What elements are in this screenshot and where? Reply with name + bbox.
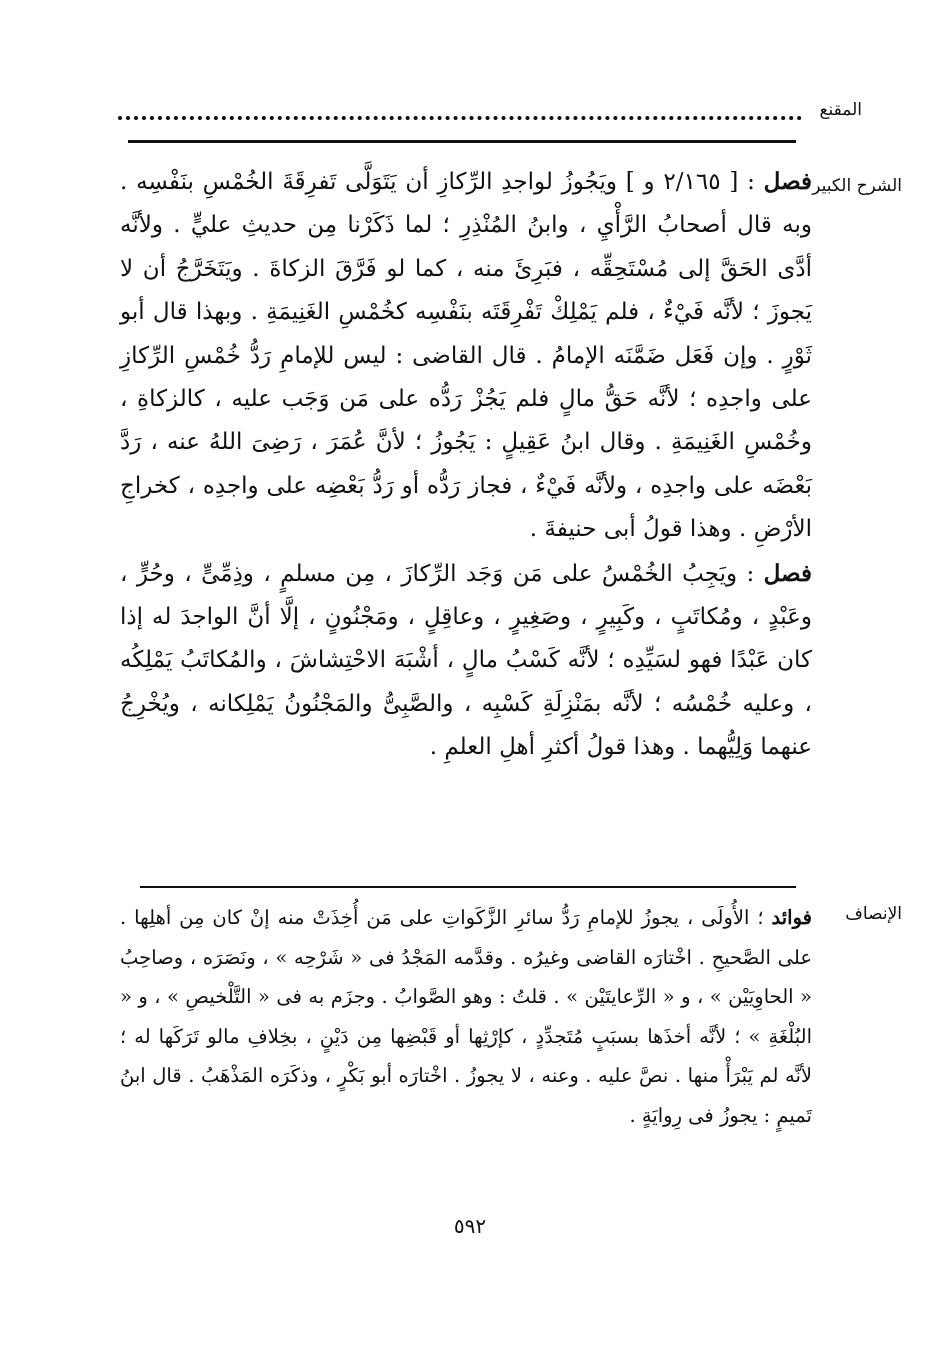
page-number: ٥٩٢ xyxy=(453,1214,487,1238)
insaf-paragraph xyxy=(120,898,812,1135)
paragraph-text: : ويَجِبُ الخُمْسُ على مَن وَجَد الرِّكازَ ، مِن مسلمٍ ، وذِمِّىٍّ ، وحُرٍّ ، وعَبْدٍ ، ومُكاتَبٍ ، وكَبِيرٍ ، وصَغِيرٍ ، وعاقِلٍ ، ومَجْنُونٍ ، إلَّا أنَّ الواجدَ له إذا كان عَبْدًا فهو لسَيِّدِه ؛ لأنَّه كَسْبُ مالٍ ، أشْبَهَ الاحْتِشاشَ ، والمُكاتَبُ يَمْلِكُه ، وعليه خُمْسُه ؛ لأنَّه بمَنْزِلَةِ كَسْبِه ، والصَّبِىُّ والمَجْنُونُ يَمْلِكانه ، ويُخْرِجُ عنهما وَلِيُّهما . وهذا قولُ أكثرِ أهلِ العلمِ . xyxy=(120,560,812,761)
sharh-side-label: الشرح الكبير xyxy=(812,176,902,196)
folio-reference: : [ ٢/١٦٥ و ] xyxy=(625,169,755,195)
fasl-heading: فصل xyxy=(763,168,813,195)
sharh-paragraph-2 xyxy=(120,552,812,770)
sharh-text-block xyxy=(120,160,812,770)
fawaid-heading: فوائد xyxy=(771,906,812,929)
top-rule xyxy=(128,140,796,143)
insaf-side-label: الإنصاف xyxy=(845,904,902,924)
paragraph-text: ويَجُوزُ لواجدِ الرِّكازِ أن يَتَوَلَّى تَفرِقَةَ الخُمْسِ بنَفْسِه . وبه قال أصحابُ الرَّأْيِ ، وابنُ المُنْذِرِ ؛ لما ذَكَرْنا مِن حديثِ عليٍّ . ولأنَّه أدَّى الحَقَّ إلى مُسْتَحِقِّه ، فبَرِئَ منه ، كما لو فَرَّقَ الزكاةَ . ويَتَخَرَّجُ أن لا يَجوزَ ؛ لأنَّه فَيْءٌ ، فلم يَمْلِكْ تَفْرِقَتَه بنَفْسِه كخُمْسِ الغَنِيمَةِ . وبهذا قال أبو ثَوْرٍ . وإن فَعَل ضَمَّنَه الإمامُ . قال القاضى : ليس للإمامِ رَدُّ خُمْسِ الرِّكازِ على واجدِه ؛ لأنَّه حَقُّ مالٍ فلم يَجُزْ رَدُّه على مَن وَجَب عليه ، كالزكاةِ ، وخُمْسِ الغَنِيمَةِ . وقال ابنُ عَقِيلٍ : يَجُوزُ ؛ لأنَّ عُمَرَ ، رَضِىَ اللهُ عنه ، رَدَّ بَعْضَه على واجدِه ، ولأنَّه فَيْءٌ ، فجاز رَدُّه أو رَدُّ بَعْضِه على واجدِه ، كخراجِ الأرْضِ . وهذا قولُ أبى حنيفةَ . xyxy=(120,169,812,543)
insaf-text-block xyxy=(120,898,812,1135)
dotted-separator xyxy=(118,110,802,120)
paragraph-text: ؛ الأُولَى ، يجوزُ للإمامِ رَدُّ سائرِ الزَّكَواتِ على مَن أُخِذَتْ منه إنْ كان مِن أهلِها . على الصَّحيحِ . اخْتارَه القاضى وغيرُه . وقدَّمه المَجْدُ فى « شَرْحِه » ، ونَصَرَه ، وصاحِبُ « الحاوِيَيْن » ، و « الرِّعايتَيْن » . قلتُ : وهو الصَّوابُ . وجزَم به فى « التَّلْخيصِ » ، و « البُلْغَةِ » ؛ لأنَّه أخذَها بسبَبٍ مُتَجدِّدٍ ، كإرْثِها أو قَبْضِها مِن دَيْنٍ ، بخِلافِ مالو تَرَكَها له ؛ لأنَّه لم يَبْرَأْ منها . نصَّ عليه . وعنه ، لا يجوزُ . اخْتارَه أبو بَكْرٍ ، وذكَرَه المَذْهَبُ . قال ابنُ تَميمٍ : يجوزُ فى رِوايَةٍ . xyxy=(120,906,812,1127)
fasl-heading: فصل xyxy=(763,559,812,587)
sharh-paragraph-1 xyxy=(120,160,812,552)
header-title: المقنع xyxy=(819,100,862,120)
section-divider xyxy=(140,886,796,888)
